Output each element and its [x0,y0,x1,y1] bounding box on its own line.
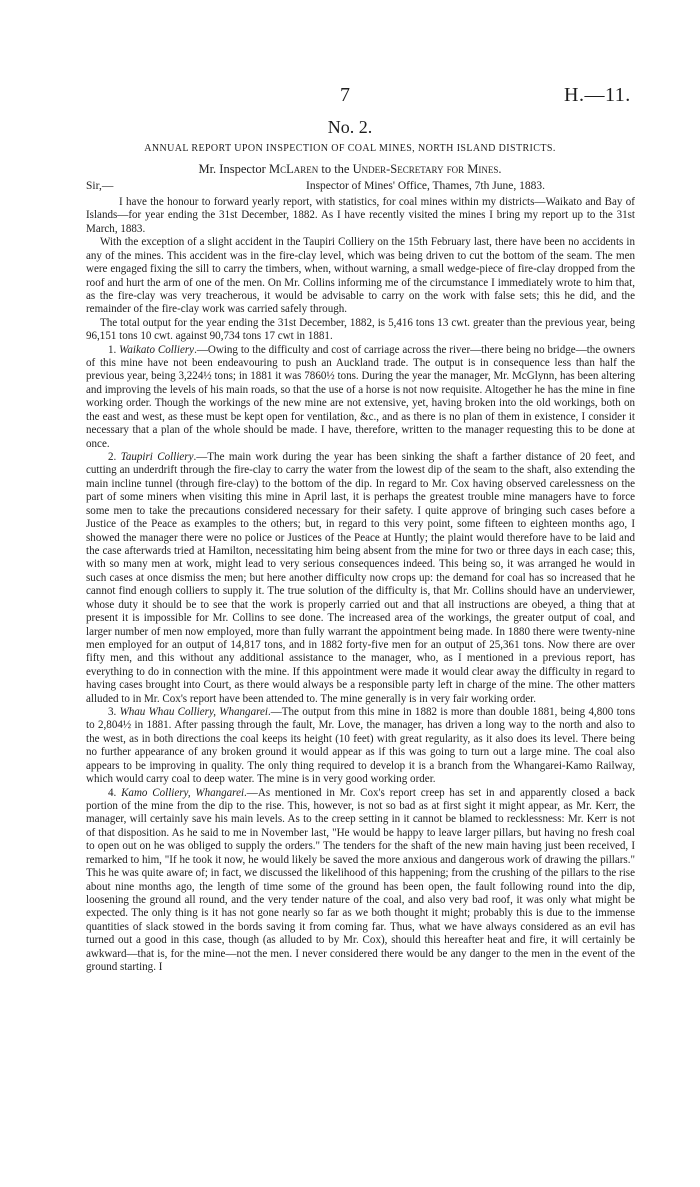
paragraph-waikato [86,344,635,451]
document-reference: H.—11. [564,84,631,106]
paragraph-intro: I have the honour to forward yearly report, with statistics, for coal mines within my districts—Waikato and Bay of Islands—for year ending the 31st December, 1882. As I have recently visited the mines I bring my report up to the 31st March, 1883. [86,196,635,235]
subtitle-text-a: Mr. Inspector [198,162,269,176]
page-header [0,84,700,108]
paragraph-output: The total output for the year ending the 31st December, 1882, is 5,416 tons 13 cwt. greater than the previous year, being 96,151 tons 10 cwt. against 90,734 tons 17 cwt in 1881. [86,316,635,343]
section-number: 1. [108,343,120,356]
subtitle-text-c: . [498,162,502,176]
colliery-name: Waikato Colliery [119,343,195,356]
paragraph-text: .—The main work during the year has been sinking the shaft a farther distance of 20 feet, and cutting an underdrift through the fire-clay to carry the water from the lowest dip of the seam to the shaft, also extending the main incline tunnel (through fire-clay) to the bottom of the dip. In regard to Mr. Cox having observed carelessness on the part of some miners when visiting this mine in April last, it is perhaps the greatest trouble mine managers have to force some men to take the precautions considered necessary for their safety. I quite approve of bringing such cases before a Justice of the Peace as examples to the others; but, in regard to this very point, some fifteen to eighteen months ago, I showed the manager there were no police or Justices of the Peace at Huntly; the plaint would therefore have to be laid and the case afterwards tried at Hamilton, necessitating him being absent from the mine for two or three days in each case; this, with so many men at work, might lead to very serious consequences indeed. This being so, it was arranged he would in such cases at once dismiss the men; but here another difficulty now crops up: the demand for coal has so increased that he cannot find enough colliers to supply it. The true solution of the difficulty is, that Mr. Collins should have an underviewer, whose duty it should be to see that the work is properly carried out and that all instructions are obeyed, a thing that at present it is impossible for Mr. Collins to see done. The increased area of the workings, the greater output of coal, and larger number of men now employed, more than fully warrant the appointment being made. In 1880 there were twenty-nine men employed for an output of 14,817 tons, and in 1882 forty-five men for an output of 25,361 tons. Now there are over fifty men, and this without any additional assistance to the manager, who, as I mentioned in a previous report, has everything to do in connection with the mine. If this appointment were made it would clear away the difficulty in regard to having cases brought into Court, as there would always be a responsible party left in charge of the mine. The other matters alluded to in Mr. Cox's report have been attended to. The mine generally is in very fair working order. [86,451,636,705]
paragraph-text: .—Owing to the difficulty and cost of carriage across the river—there being no bridge—the owners of this mine have not been endeavouring to push an Auckland trade. The output is in consequence less than half the previous year, being 3,224½ tons; in 1881 it was 7860½ tons. During the year the manager, Mr. McGlynn, has been altering and improving the levels of his main roads, so that the use of a horse is not now requisite. Altogether he has the mine in fine working order. Though the workings of the new mine are not extensive, yet, having broken into the old workings, both on the east and west, as these must be kept open for ventilation, &c., and as there is no plan of them in existence, I consider it necessary that a plan of the whole should be made. I have, therefore, written to the manager requesting this to be done at once. [86,343,636,450]
office-line: Inspector of Mines' Office, Thames, 7th June, 1883. [306,180,545,192]
colliery-name: Taupiri Colliery [120,451,194,464]
section-number: 2. [108,451,121,464]
recipient: Under-Secretary for Mines [352,162,499,176]
paragraph-kamo [86,787,635,975]
paragraph-text: .—The output from this mine in 1882 is more than double 1881, being 4,800 tons to 2,804½ in 1881. After passing through the fault, Mr. Love, the manager, has driven a long way to the north and also to the west, as in both directions the coal keeps its height (10 feet) with great regularity, as it also does its level. There being no further appearance of any broken ground it would appear as if this was going to turn out a large mine. The coal also appears to be improving in quality. The only thing required to develop it is a branch from the Whangarei-Kamo Railway, which would carry coal to deep water. The mine is in very good working order. [86,706,635,786]
report-body [86,196,635,974]
paragraph-accidents: With the exception of a slight accident in the Taupiri Colliery on the 15th February last, there have been no accidents in any of the mines. This accident was in the fire-clay level, which was being driven to cut the bottom of the seam. The men were engaged fixing the sill to carry the timbers, when, without warning, a small wedge-piece of fire-clay dropped from the roof and hurt the arm of one of the men. On Mr. Collins informing me of the circumstance I immediately wrote to him that, as the fire-clay was very treacherous, it would be advisable to carry on the work with false sets; this he did, and the remainder of the fire-clay work was carried safely through. [86,236,635,316]
report-number: No. 2. [327,117,373,137]
report-subtitle [0,162,700,177]
inspector-name: McLaren [268,162,319,176]
page-number: 7 [340,84,350,106]
colliery-name: Whau Whau Colliery, Whangarei [119,706,268,719]
colliery-name: Kamo Colliery, Whangarei [121,786,245,799]
section-number: 3. [108,706,120,719]
report-title: ANNUAL REPORT UPON INSPECTION OF COAL MINES, NORTH ISLAND DISTRICTS. [144,143,556,154]
paragraph-text: .—As mentioned in Mr. Cox's report creep has set in and apparently closed a back portion of the mine from the dip to the rise. This, however, is not so bad as at first sight it might appear, as Mr. Kerr, the manager, will certainly save his main levels. As to the creep setting in it cannot be blamed to recklessness: Mr. Kerr is not of that disposition. As he said to me in November last, "He would be happy to leave larger pillars, but having no fresh coal to open out on he was obliged to supply the orders." The tenders for the shaft of the new main having just been received, I remarked to him, "If he took it now, he would likely be saved the more anxious and dangerous work of drawing the pillars." This he was quite aware of; in fact, we discussed the likelihood of this happening; from the crushing of the pillars to the rise about nine months ago, the length of time some of the ground has been open, the fault following round into the dip, loosening the ground all round, and the very tender nature of the coal, and also very bad roof, it was only what might be expected. The only thing is it has not gone nearly so far as we both thought it might; probably this is due to the immense quantities of slack stowed in the bords saving it from coming far. Thus, what we have always considered as an evil has turned out a good in this case, though (as alluded to by Mr. Cox), should this hereafter heat and fire, it will certainly be awkward—that is, for the mine—not the men. I never considered there would be any danger to the men in the event of the ground starting. I [86,786,635,974]
subtitle-text-b: to the [318,162,353,176]
paragraph-whau-whau [86,706,635,787]
paragraph-taupiri [86,451,635,706]
section-number: 4. [108,786,122,799]
salutation: Sir,— [86,180,114,192]
